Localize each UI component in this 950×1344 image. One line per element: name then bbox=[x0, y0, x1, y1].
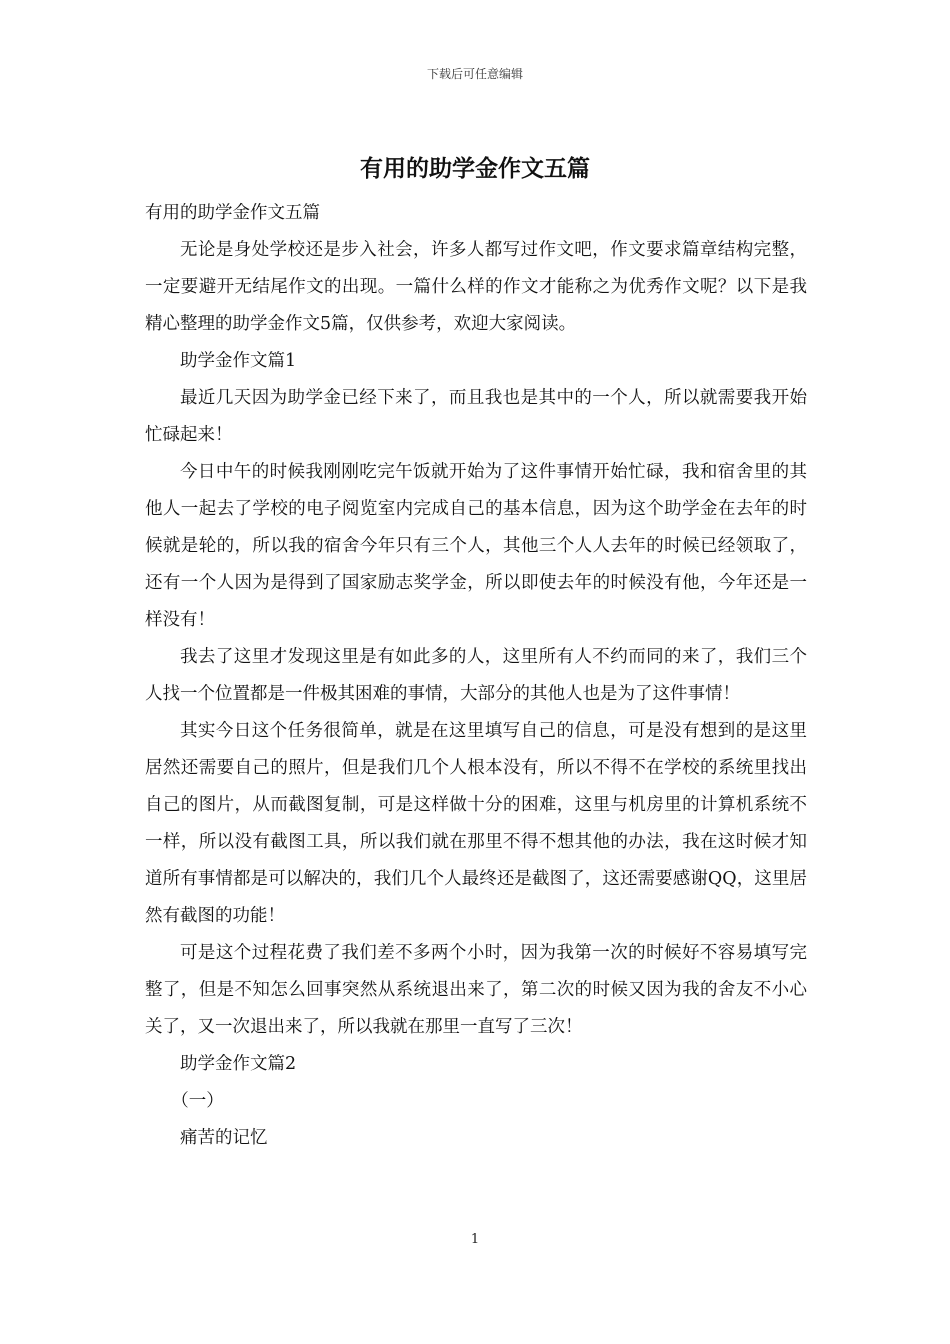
section-heading-2: 助学金作文篇2 bbox=[180, 1054, 297, 1074]
section-subtitle: 痛苦的记忆 bbox=[180, 1128, 268, 1148]
document-title: 有用的助学金作文五篇 bbox=[360, 155, 590, 182]
paragraph: 最近几天因为助学金已经下来了，而且我也是其中的一个人，所以就需要我开始忙碌起来！ bbox=[145, 388, 807, 445]
section-number: （一） bbox=[171, 1091, 224, 1111]
paragraph: 可是这个过程花费了我们差不多两个小时，因为我第一次的时候好不容易填写完整了，但是不知怎么回事突然从系统退出来了，第二次的时候又因为我的舍友不小心关了，又一次退出来了，所以我就在那里一直写了三次！ bbox=[145, 943, 807, 1037]
page-number: 1 bbox=[470, 1232, 480, 1247]
document-body bbox=[145, 195, 807, 1157]
paragraph: 其实今日这个任务很简单，就是在这里填写自己的信息，可是没有想到的是这里居然还需要自己的照片，但是我们几个人根本没有，所以不得不在学校的系统里找出自己的图片，从而截图复制，可是这样做十分的困难，这里与机房里的计算机系统不一样，所以没有截图工具，所以我们就在那里不得不想其他的办法，我在这时候才知道所有事情都是可以解决的，我们几个人最终还是截图了，这还需要感谢QQ，这里居然有截图的功能！ bbox=[145, 721, 807, 926]
paragraph: 我去了这里才发现这里是有如此多的人，这里所有人不约而同的来了，我们三个人找一个位置都是一件极其困难的事情，大部分的其他人也是为了这件事情！ bbox=[145, 647, 807, 704]
document-subtitle: 有用的助学金作文五篇 bbox=[145, 203, 320, 223]
section-heading-1: 助学金作文篇1 bbox=[180, 351, 297, 371]
paragraph: 今日中午的时候我刚刚吃完午饭就开始为了这件事情开始忙碌，我和宿舍里的其他人一起去了学校的电子阅览室内完成自己的基本信息，因为这个助学金在去年的时候就是轮的，所以我的宿舍今年只有三个人，其他三个人人去年的时候已经领取了，还有一个人因为是得到了国家励志奖学金，所以即使去年的时候没有他，今年还是一样没有！ bbox=[145, 462, 807, 630]
paragraph-intro: 无论是身处学校还是步入社会，许多人都写过作文吧，作文要求篇章结构完整，一定要避开无结尾作文的出现。一篇什么样的作文才能称之为优秀作文呢？以下是我精心整理的助学金作文5篇，仅供参考，欢迎大家阅读。 bbox=[145, 240, 807, 334]
page-header-note: 下载后可任意编辑 bbox=[426, 67, 523, 81]
